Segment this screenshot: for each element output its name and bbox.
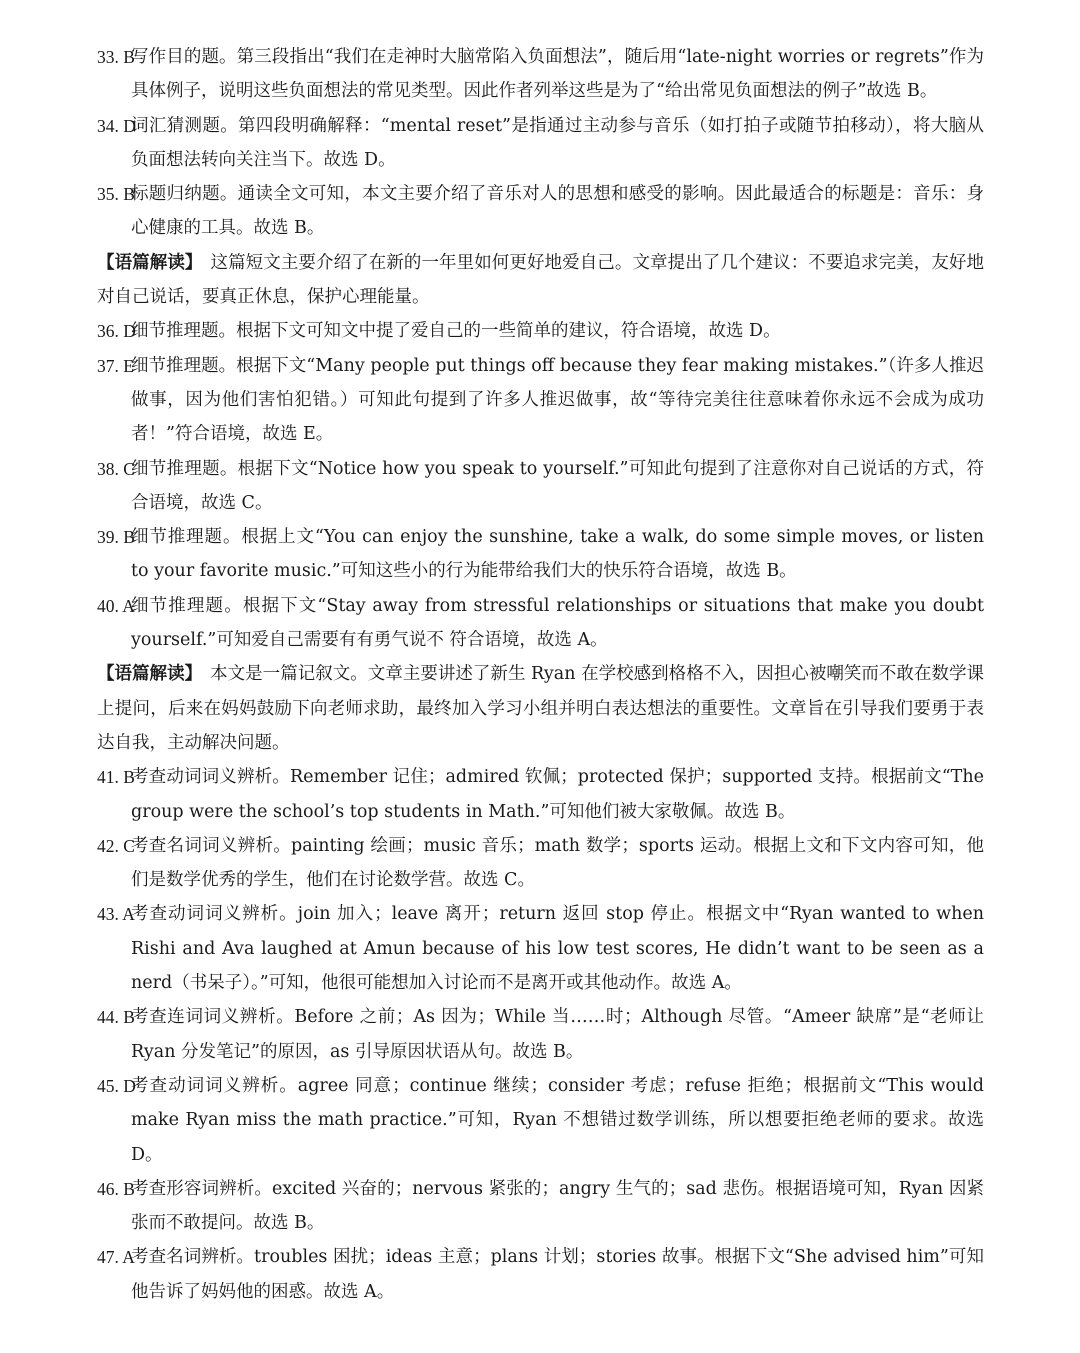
question-number: 38. C xyxy=(97,458,135,479)
explanation-text: 细节推理题。根据上文“You can enjoy the sunshine, take a walk, do some simple moves, or listen to your favorite music.”可知这些小的行为能带给我们大的快乐符合语境，故选 B。 xyxy=(131,527,984,582)
question-number: 41. B xyxy=(97,767,135,788)
question-number: 42. C xyxy=(97,835,135,856)
answer-item xyxy=(97,1000,984,1069)
passage-analysis xyxy=(97,246,984,315)
question-number: 46. B xyxy=(97,1178,135,1199)
explanation-text: 细节推理题。根据下文“Notice how you speak to yourself.”可知此句提到了注意你对自己说话的方式，符合语境，故选 C。 xyxy=(131,458,984,513)
explanation-text: 考查连词词义辨析。Before 之前；As 因为；While 当……时；Although 尽管。“Ameer 缺席”是“老师让 Ryan 分发笔记”的原因，as 引导原因状语从句。故选 B。 xyxy=(131,1007,984,1062)
explanation-text: 细节推理题。根据下文“Stay away from stressful relationships or situations that make you doubt yourself.”可知爱自己需要有有勇气说不 符合语境，故选 A。 xyxy=(131,595,984,651)
answer-item xyxy=(97,829,984,898)
passage-analysis xyxy=(97,657,984,760)
answer-item xyxy=(97,520,984,589)
question-number: 43. A xyxy=(97,904,135,925)
question-number: 37. E xyxy=(97,355,134,376)
question-number: 40. A xyxy=(97,595,135,616)
explanation-text: 考查动词词义辨析。Remember 记住；admired 钦佩；protected 保护；supported 支持。根据前文“The group were the school’s top students in Math.”可知他们被大家敬佩。故选 B。 xyxy=(131,767,984,822)
question-number: 39. B xyxy=(97,527,135,548)
question-number: 45. D xyxy=(97,1075,136,1096)
passage-analysis-label: 【语篇解读】 xyxy=(97,664,203,685)
answer-item xyxy=(97,589,984,658)
passage-analysis-label: 【语篇解读】 xyxy=(97,252,203,273)
passage-analysis-text: 这篇短文主要介绍了在新的一年里如何更好地爱自己。文章提出了几个建议：不要追求完美，友好地对自己说话，要真正休息，保护心理能量。 xyxy=(97,252,985,308)
answer-item xyxy=(97,1172,984,1241)
answer-item xyxy=(97,760,984,829)
explanation-text: 考查形容词辨析。excited 兴奋的；nervous 紧张的；angry 生气的；sad 悲伤。根据语境可知，Ryan 因紧张而不敢提问。故选 B。 xyxy=(131,1178,984,1234)
answer-item xyxy=(97,177,984,246)
explanation-text: 细节推理题。根据下文“Many people put things off because they fear making mistakes.”（许多人推迟做事，因为他们害怕犯错。）可知此句提到了许多人推迟做事，故“等待完美往往意味着你永远不会成为成功者！”符合语境，故选 E。 xyxy=(131,355,984,445)
explanation-text: 细节推理题。根据下文可知文中提了爱自己的一些简单的建议，符合语境，故选 D。 xyxy=(131,321,781,342)
answer-item xyxy=(97,109,984,178)
explanation-text: 考查名词辨析。troubles 困扰；ideas 主意；plans 计划；stories 故事。根据下文“She advised him”可知他告诉了妈妈他的困惑。故选 A。 xyxy=(131,1247,984,1302)
passage-analysis-text: 本文是一篇记叙文。文章主要讲述了新生 Ryan 在学校感到格格不入，因担心被嘲笑而不敢在数学课上提问，后来在妈妈鼓励下向老师求助，最终加入学习小组并明白表达想法的重要性。文章旨在引导我们要勇于表达自我，主动解决问题。 xyxy=(97,664,984,753)
question-number: 35. B xyxy=(97,184,135,205)
answer-item xyxy=(97,897,984,1000)
explanation-text: 词汇猜测题。第四段明确解释：“mental reset”是指通过主动参与音乐（如打拍子或随节拍移动），将大脑从负面想法转向关注当下。故选 D。 xyxy=(131,115,984,170)
answer-item xyxy=(97,1069,984,1172)
question-number: 34. D xyxy=(97,115,136,136)
answer-item xyxy=(97,1240,984,1309)
question-number: 44. B xyxy=(97,1007,135,1028)
question-number: 47. A xyxy=(97,1247,135,1268)
explanation-text: 考查动词词义辨析。agree 同意；continue 继续；consider 考虑；refuse 拒绝；根据前文“This would make Ryan miss the math practice.”可知，Ryan 不想错过数学训练，所以想要拒绝老师的要求。故选 D。 xyxy=(131,1075,984,1165)
explanation-text: 标题归纳题。通读全文可知，本文主要介绍了音乐对人的思想和感受的影响。因此最适合的标题是：音乐：身心健康的工具。故选 B。 xyxy=(131,184,984,239)
question-number: 33. B xyxy=(97,47,135,67)
explanation-text: 考查动词词义辨析。join 加入；leave 离开；return 返回 stop 停止。根据文中“Ryan wanted to when Rishi and Ava laughed at Amun because of his low test scores, He didn’t want to be seen as a nerd（书呆子）。”可知，他很可能想加入讨论而不是离开或其他动作。故选 A。 xyxy=(131,904,984,994)
question-number: 36. D xyxy=(97,321,136,342)
answer-item xyxy=(97,40,984,109)
answer-item xyxy=(97,349,984,452)
explanation-text: 考查名词词义辨析。painting 绘画；music 音乐；math 数学；sports 运动。根据上文和下文内容可知，他们是数学优秀的学生，他们在讨论数学营。故选 C。 xyxy=(131,835,984,891)
answer-item xyxy=(97,314,984,348)
explanation-text: 写作目的题。第三段指出“我们在走神时大脑常陷入负面想法”，随后用“late-night worries or regrets”作为具体例子，说明这些负面想法的常见类型。因此作者列举这些是为了“给出常见负面想法的例子”故选 B。 xyxy=(131,47,984,102)
answer-item xyxy=(97,452,984,521)
